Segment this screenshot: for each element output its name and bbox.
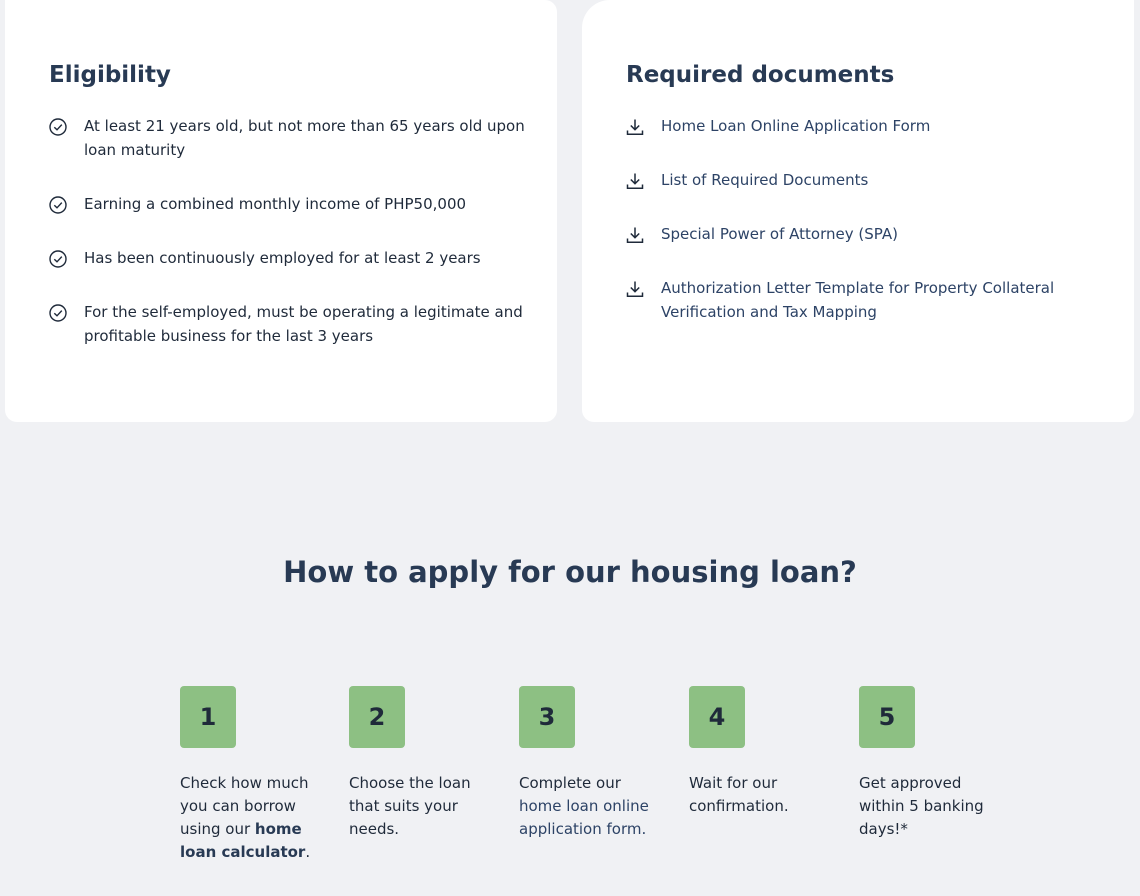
document-link[interactable]: Authorization Letter Template for Property Collateral Verification and Tax Mapping bbox=[661, 279, 1055, 321]
document-link[interactable]: Home Loan Online Application Form bbox=[661, 117, 931, 135]
check-circle-icon bbox=[49, 118, 67, 136]
document-item[interactable] bbox=[626, 114, 1096, 138]
step-5 bbox=[859, 686, 991, 841]
step-description bbox=[519, 772, 651, 841]
eligibility-list bbox=[49, 114, 529, 378]
documents-title: Required documents bbox=[626, 62, 895, 88]
step-description: Get approved within 5 banking days!* bbox=[859, 774, 984, 838]
document-item[interactable] bbox=[626, 222, 1096, 246]
documents-list bbox=[626, 114, 1096, 354]
list-item bbox=[49, 246, 529, 270]
step-number-badge: 3 bbox=[519, 686, 575, 748]
document-link[interactable]: Special Power of Attorney (SPA) bbox=[661, 225, 898, 243]
check-circle-icon bbox=[49, 196, 67, 214]
document-item[interactable] bbox=[626, 276, 1096, 324]
list-item bbox=[49, 114, 529, 162]
eligibility-card bbox=[5, 0, 557, 422]
eligibility-item-text: Earning a combined monthly income of PHP50,000 bbox=[84, 195, 467, 213]
eligibility-item-text: At least 21 years old, but not more than 65 years old upon loan maturity bbox=[84, 117, 525, 159]
application-form-link[interactable]: home loan online application form. bbox=[519, 797, 649, 838]
download-icon bbox=[626, 226, 644, 244]
step-number-badge: 1 bbox=[180, 686, 236, 748]
step-number-badge: 2 bbox=[349, 686, 405, 748]
required-documents-card bbox=[582, 0, 1134, 422]
list-item bbox=[49, 192, 529, 216]
document-link[interactable]: List of Required Documents bbox=[661, 171, 869, 189]
step-4 bbox=[689, 686, 821, 818]
step-description bbox=[180, 772, 312, 864]
step-1 bbox=[180, 686, 312, 864]
step-text-part: Check how much you can borrow using our bbox=[180, 774, 309, 838]
download-icon bbox=[626, 280, 644, 298]
eligibility-title: Eligibility bbox=[49, 62, 171, 88]
step-number-badge: 4 bbox=[689, 686, 745, 748]
check-circle-icon bbox=[49, 250, 67, 268]
step-number-badge: 5 bbox=[859, 686, 915, 748]
eligibility-item-text: Has been continuously employed for at least 2 years bbox=[84, 249, 481, 267]
download-icon bbox=[626, 172, 644, 190]
how-to-apply-title: How to apply for our housing loan? bbox=[283, 555, 857, 589]
list-item bbox=[49, 300, 529, 348]
document-item[interactable] bbox=[626, 168, 1096, 192]
step-description: Wait for our confirmation. bbox=[689, 774, 789, 815]
step-text-part: . bbox=[305, 843, 311, 861]
step-description: Choose the loan that suits your needs. bbox=[349, 774, 471, 838]
step-text-part: Complete our bbox=[519, 774, 621, 792]
step-3 bbox=[519, 686, 651, 841]
check-circle-icon bbox=[49, 304, 67, 322]
download-icon bbox=[626, 118, 644, 136]
step-2 bbox=[349, 686, 481, 841]
home-loan-calculator-link[interactable]: home loan calculator bbox=[180, 820, 306, 861]
eligibility-item-text: For the self-employed, must be operating a legitimate and profitable business for the last 3 years bbox=[84, 303, 523, 345]
